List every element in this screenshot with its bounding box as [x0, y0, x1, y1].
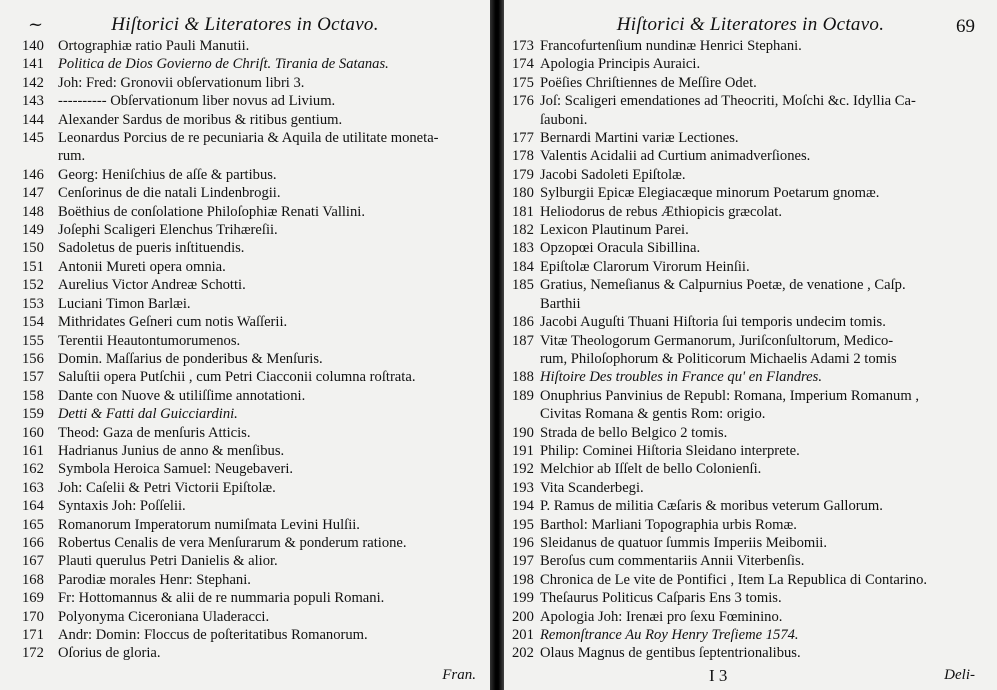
- entry-number: 171: [22, 627, 44, 643]
- entry-title: Olaus Magnus de gentibus ſeptentrionalibus.: [540, 645, 801, 662]
- entry-number: 159: [22, 406, 44, 423]
- entry-number: 157: [22, 369, 44, 386]
- entry-title: Onuphrius Panvinius de Republ: Romana, Imperium Romanum ,: [540, 387, 919, 404]
- catalog-entry: [512, 258, 993, 276]
- entry-title: ſauboni.: [540, 111, 588, 128]
- entry-title: P. Ramus de militia Cæſaris & moribus veterum Gallorum.: [540, 498, 883, 515]
- entry-title: Lexicon Plautinum Parei.: [540, 222, 689, 239]
- entry-title: Hadrianus Junius de anno & menſibus.: [58, 442, 285, 459]
- entry-number: 169: [22, 590, 44, 607]
- entry-number: 154: [22, 314, 44, 331]
- signature-mark: I 3: [709, 666, 728, 685]
- entry-title: Symbola Heroica Samuel: Neugebaveri.: [58, 461, 294, 478]
- entry-title: Barthol: Marliani Topographia urbis Romæ.: [540, 516, 797, 533]
- entry-number: 178: [512, 148, 534, 165]
- entry-number: 175: [512, 74, 534, 91]
- entry-title: Plauti querulus Petri Danielis & alior.: [58, 553, 278, 570]
- catalog-entry: [22, 147, 486, 165]
- entry-title: Ortographiæ ratio Pauli Manutii.: [58, 38, 250, 54]
- entry-title: Beroſus cum commentariis Annii Viterbenſis.: [540, 553, 805, 570]
- catalog-entry: [512, 92, 993, 110]
- catalog-entry: [22, 387, 486, 405]
- catalog-entry: [512, 405, 993, 423]
- catalog-entry: [22, 313, 486, 331]
- entry-number: 172: [22, 645, 44, 662]
- entry-title: Alexander Sardus de moribus & ritibus gentium.: [58, 111, 343, 128]
- left-page: [0, 0, 490, 690]
- entry-number: 182: [512, 222, 534, 239]
- entry-number: 140: [22, 38, 44, 54]
- entry-number: 185: [512, 277, 534, 294]
- entry-title: Sylburgii Epicæ Elegiacæque minorum Poetarum gnomæ.: [540, 185, 880, 202]
- catalog-entry: [512, 387, 993, 405]
- catalog-entry: [22, 644, 486, 662]
- catalog-entry: [512, 424, 993, 442]
- entry-title: Terentii Heautontumorumenos.: [58, 332, 241, 349]
- catalog-entry: [512, 74, 993, 92]
- catalog-entry: [22, 55, 486, 73]
- entry-number: 155: [22, 332, 44, 349]
- entry-number: 152: [22, 277, 44, 294]
- entry-number: 158: [22, 387, 44, 404]
- catalog-entry: [512, 239, 993, 257]
- catalog-entry: [512, 571, 993, 589]
- entry-title: Epiſtolæ Clarorum Virorum Heinſii.: [540, 258, 750, 275]
- catalog-entry: [512, 129, 993, 147]
- entry-title: ---------- Obſervationum liber novus ad Livium.: [58, 93, 336, 110]
- entry-title: Bernardi Martini variæ Lectiones.: [540, 130, 739, 147]
- entry-title: Parodiæ morales Henr: Stephani.: [58, 571, 251, 588]
- entry-title: Robertus Cenalis de vera Menſurarum & ponderum ratione.: [58, 534, 407, 551]
- entry-title: Vita Scanderbegi.: [540, 479, 644, 496]
- entry-title: Hiſtoire Des troubles in France qu' en Flandres.: [540, 369, 822, 386]
- catalog-entry: [22, 111, 486, 129]
- entry-title: Leonardus Porcius de re pecuniaria & Aquila de utilitate moneta-: [58, 130, 439, 147]
- catalog-entry: [512, 166, 993, 184]
- entry-title: Polyonyma Ciceroniana Uladeracci.: [58, 608, 270, 625]
- catalog-entry: [22, 405, 486, 423]
- catalog-entry: [512, 295, 993, 313]
- left-running-header: Hiſtorici & Literatores in Octavo.: [111, 14, 379, 35]
- catalog-entry: [512, 644, 993, 662]
- catalog-entry: [512, 350, 993, 368]
- entry-title: Gratius, Nemeſianus & Calpurnius Poetæ, de venatione , Caſp.: [540, 277, 906, 294]
- entry-number: 153: [22, 295, 44, 312]
- catalog-entry: [22, 424, 486, 442]
- entry-title: Philip: Cominei Hiſtoria Sleidano interprete.: [540, 442, 800, 459]
- catalog-entry: [22, 203, 486, 221]
- entry-title: Poëſies Chriſtiennes de Meſſire Odet.: [540, 74, 757, 91]
- entry-number: 143: [22, 93, 44, 110]
- catalog-entry: [22, 497, 486, 515]
- entry-title: Politica de Dios Govierno de Chriſt. Tirania de Satanas.: [58, 56, 389, 73]
- entry-number: 191: [512, 442, 534, 459]
- entry-title: Andr: Domin: Floccus de poſteritatibus Romanorum.: [58, 627, 368, 643]
- entry-title: Joh: Fred: Gronovii obſervationum libri 3.: [58, 74, 305, 91]
- entry-number: 149: [22, 222, 44, 239]
- catalog-entry: [512, 460, 993, 478]
- entry-number: 194: [512, 498, 534, 515]
- entry-number: 179: [512, 166, 534, 183]
- catalog-entry: [22, 166, 486, 184]
- entry-number: 195: [512, 516, 534, 533]
- catalog-entry: [512, 497, 993, 515]
- entry-title: rum, Philoſophorum & Politicorum Michaelis Adami 2 tomis: [540, 350, 897, 367]
- catalog-entry: [22, 184, 486, 202]
- entry-number: 151: [22, 258, 44, 275]
- catalog-entry: [512, 626, 993, 644]
- entry-title: Romanorum Imperatorum numiſmata Levini Hulſii.: [58, 516, 360, 533]
- entry-number: 177: [512, 130, 534, 147]
- right-running-header: Hiſtorici & Literatores in Octavo.: [616, 14, 885, 35]
- entry-title: Theod: Gaza de menſuris Atticis.: [58, 424, 251, 441]
- entry-number: 166: [22, 534, 44, 551]
- entry-title: Heliodorus de rebus Æthiopicis græcolat.: [540, 203, 782, 220]
- entry-number: 162: [22, 461, 44, 478]
- catalog-entry: [22, 258, 486, 276]
- entry-number: 150: [22, 240, 44, 257]
- catalog-entry: [512, 332, 993, 350]
- catalog-entry: [22, 589, 486, 607]
- catalog-entry: [512, 37, 993, 55]
- entry-number: 144: [22, 111, 44, 128]
- catalog-entry: [512, 516, 993, 534]
- entry-title: Apologia Principis Auraici.: [540, 56, 701, 73]
- entry-number: 197: [512, 553, 534, 570]
- catalog-entry: [22, 295, 486, 313]
- entry-title: Dante con Nuove & utiliſſime annotationi.: [58, 387, 306, 404]
- entry-title: Vitæ Theologorum Germanorum, Juriſconſultorum, Medico-: [540, 332, 894, 349]
- entry-number: 189: [512, 387, 534, 404]
- book-gutter: [490, 0, 504, 690]
- corner-mark: ~: [28, 14, 44, 35]
- entry-number: 147: [22, 185, 44, 202]
- catalog-entry: [512, 55, 993, 73]
- entry-number: 141: [22, 56, 44, 73]
- entry-number: 161: [22, 442, 44, 459]
- catalog-entry: [22, 626, 486, 644]
- entry-title: Saluſtii opera Putſchii , cum Petri Ciacconii columna roſtrata.: [58, 369, 416, 386]
- entry-number: 188: [512, 369, 534, 386]
- catalog-entry: [22, 92, 486, 110]
- entry-number: 190: [512, 424, 534, 441]
- catalog-entry: [512, 276, 993, 294]
- entry-number: 174: [512, 56, 534, 73]
- entry-number: 160: [22, 424, 44, 441]
- entry-number: 168: [22, 571, 44, 588]
- entry-number: 145: [22, 130, 44, 147]
- catalog-entry: [512, 368, 993, 386]
- entry-title: Antonii Mureti opera omnia.: [58, 258, 226, 275]
- entry-title: Boëthius de conſolatione Philoſophiæ Renati Vallini.: [58, 203, 365, 220]
- entry-title: Syntaxis Joh: Poſſelii.: [58, 498, 186, 515]
- entry-title: Barthii: [540, 295, 581, 312]
- entry-number: 164: [22, 498, 44, 515]
- entry-title: Jacobi Sadoleti Epiſtolæ.: [540, 166, 686, 183]
- entry-number: 201: [512, 627, 534, 643]
- entry-title: Joſephi Scaligeri Elenchus Trihæreſii.: [58, 222, 278, 239]
- entry-number: 180: [512, 185, 534, 202]
- entry-number: 163: [22, 479, 44, 496]
- entry-number: 170: [22, 608, 44, 625]
- catalog-entry: [512, 442, 993, 460]
- entry-title: Luciani Timon Barlæi.: [58, 295, 191, 312]
- entry-title: Strada de bello Belgico 2 tomis.: [540, 424, 728, 441]
- entry-title: Theſaurus Politicus Caſparis Ens 3 tomis.: [540, 590, 782, 607]
- entry-number: 176: [512, 93, 534, 110]
- catalog-entry: [22, 332, 486, 350]
- entry-number: 193: [512, 479, 534, 496]
- catalog-entry: [512, 147, 993, 165]
- catalog-entry: [22, 221, 486, 239]
- catalog-entry: [22, 368, 486, 386]
- entry-title: Sleidanus de quatuor ſummis Imperiis Meibomii.: [540, 534, 827, 551]
- catalog-entry: [512, 313, 993, 331]
- entry-number: 146: [22, 166, 44, 183]
- catalog-entry: [22, 516, 486, 534]
- entry-title: Cenſorinus de die natali Lindenbrogii.: [58, 185, 281, 202]
- catalog-entry: [512, 184, 993, 202]
- catalog-entry: [512, 221, 993, 239]
- entry-title: Sadoletus de pueris inſtituendis.: [58, 240, 245, 257]
- catalog-entry: [22, 608, 486, 626]
- entry-title: Melchior ab Iſſelt de bello Colonienſi.: [540, 461, 762, 478]
- catalog-entry: [512, 111, 993, 129]
- page-number: 69: [956, 16, 975, 37]
- entry-title: Civitas Romana & gentis Rom: origio.: [540, 406, 766, 423]
- right-catchword: Deli-: [944, 667, 975, 683]
- entry-number: 200: [512, 608, 534, 625]
- entry-title: Domin. Maſſarius de ponderibus & Menſuris.: [58, 350, 323, 367]
- catalog-entry: [512, 479, 993, 497]
- entry-title: Remonſtrance Au Roy Henry Treſieme 1574.: [540, 627, 799, 643]
- catalog-entry: [512, 608, 993, 626]
- right-entry-list: [504, 37, 997, 663]
- catalog-entry: [512, 534, 993, 552]
- left-catchword: Fran.: [442, 667, 476, 683]
- entry-number: 186: [512, 314, 534, 331]
- entry-number: 156: [22, 350, 44, 367]
- entry-number: 181: [512, 203, 534, 220]
- entry-number: 142: [22, 74, 44, 91]
- entry-title: Aurelius Victor Andreæ Schotti.: [58, 277, 246, 294]
- entry-number: 198: [512, 571, 534, 588]
- entry-number: 196: [512, 534, 534, 551]
- entry-number: 187: [512, 332, 534, 349]
- entry-number: 173: [512, 38, 534, 54]
- catalog-entry: [512, 552, 993, 570]
- entry-number: 199: [512, 590, 534, 607]
- catalog-entry: [22, 350, 486, 368]
- entry-title: Joh: Caſelii & Petri Victorii Epiſtolæ.: [58, 479, 276, 496]
- entry-number: 165: [22, 516, 44, 533]
- catalog-entry: [22, 442, 486, 460]
- catalog-entry: [22, 552, 486, 570]
- entry-title: Georg: Heniſchius de aſſe & partibus.: [58, 166, 277, 183]
- left-entry-list: [0, 37, 490, 663]
- right-page: [504, 0, 997, 690]
- catalog-entry: [512, 589, 993, 607]
- catalog-entry: [22, 460, 486, 478]
- entry-title: Jacobi Auguſti Thuani Hiſtoria ſui temporis undecim tomis.: [540, 314, 886, 331]
- catalog-entry: [22, 239, 486, 257]
- entry-number: 184: [512, 258, 534, 275]
- catalog-entry: [22, 571, 486, 589]
- entry-number: 202: [512, 645, 534, 662]
- entry-title: Francofurtenſium nundinæ Henrici Stephani.: [540, 38, 802, 54]
- catalog-entry: [512, 203, 993, 221]
- entry-title: Detti & Fatti dal Guicciardini.: [58, 406, 238, 423]
- catalog-entry: [22, 534, 486, 552]
- catalog-entry: [22, 129, 486, 147]
- entry-title: Joſ: Scaligeri emendationes ad Theocriti, Moſchi &c. Idyllia Ca-: [540, 93, 916, 110]
- entry-title: Mithridates Geſneri cum notis Waſſerii.: [58, 314, 288, 331]
- catalog-entry: [22, 74, 486, 92]
- catalog-entry: [22, 276, 486, 294]
- entry-title: Apologia Joh: Irenæi pro ſexu Fœminino.: [540, 608, 783, 625]
- entry-title: Oſorius de gloria.: [58, 645, 161, 662]
- entry-title: Valentis Acidalii ad Curtium animadverſiones.: [540, 148, 811, 165]
- entry-number: 183: [512, 240, 534, 257]
- entry-number: 192: [512, 461, 534, 478]
- entry-number: 148: [22, 203, 44, 220]
- entry-title: Chronica de Le vite de Pontifici , Item La Republica di Contarino.: [540, 571, 928, 588]
- entry-title: Opzopœi Oracula Sibillina.: [540, 240, 701, 257]
- entry-title: rum.: [58, 148, 86, 165]
- entry-number: 167: [22, 553, 44, 570]
- catalog-entry: [22, 479, 486, 497]
- entry-title: Fr: Hottomannus & alii de re nummaria populi Romani.: [58, 590, 385, 607]
- catalog-entry: [22, 37, 486, 55]
